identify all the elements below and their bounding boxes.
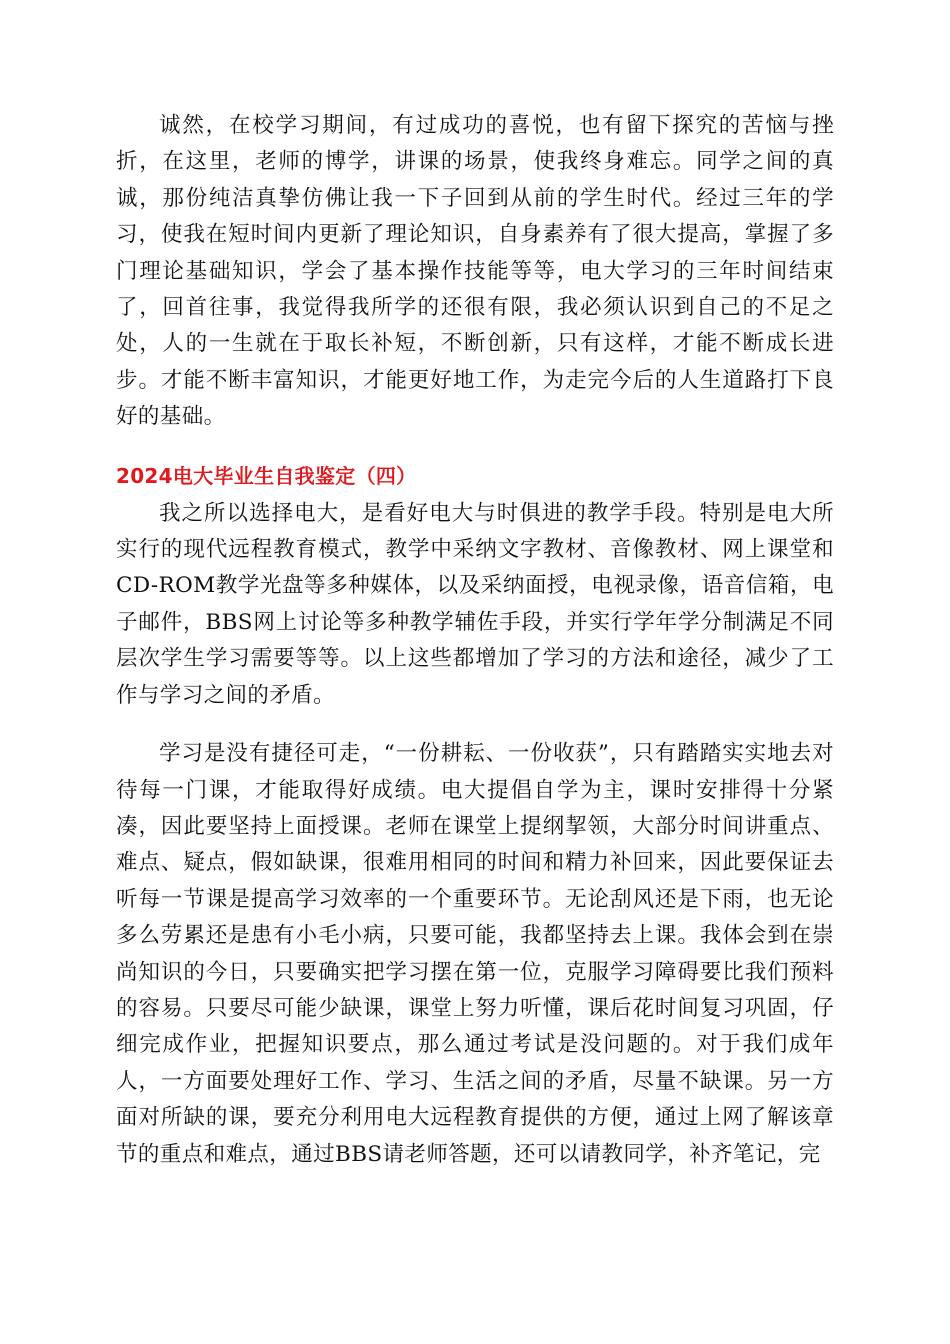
- body-paragraph-3: 学习是没有捷径可走，“一份耕耘、一份收获”，只有踏踏实实地去对待每一门课，才能取得好成绩。电大提倡自学为主，课时安排得十分紧凑，因此要坚持上面授课。老师在课堂上提纲挈领，大部分时间讲重点、难点、疑点，假如缺课，很难用相同的时间和精力补回来，因此要保证去听每一节课是提高学习效率的一个重要环节。无论刮风还是下雨，也无论多么劳累还是患有小毛小病，只要可能，我都坚持去上课。我体会到在崇尚知识的今日，只要确实把学习摆在第一位，克服学习障碍要比我们预料的容易。只要尽可能少缺课，课堂上努力听懂，课后花时间复习巩固，仔细完成作业，把握知识要点，那么通过考试是没问题的。对于我们成年人，一方面要处理好工作、学习、生活之间的矛盾，尽量不缺课。另一方面对所缺的课，要充分利用电大远程教育提供的方便，通过上网了解该章节的重点和难点，通过BBS请老师答题，还可以请教同学，补齐笔记，完: [116, 741, 834, 1167]
- body-paragraph-2: 我之所以选择电大，是看好电大与时俱进的教学手段。特别是电大所实行的现代远程教育模式，教学中采纳文字教材、音像教材、网上课堂和CD-ROM教学光盘等多种媒体，以及采纳面授，电视录像，语音信箱，电子邮件，BBS网上讨论等多种教学辅佐手段，并实行学年学分制满足不同层次学生学习需要等等。以上这些都增加了学习的方法和途径，减少了工作与学习之间的矛盾。: [116, 500, 834, 708]
- body-paragraph-1: 诚然，在校学习期间，有过成功的喜悦，也有留下探究的苦恼与挫折，在这里，老师的博学，讲课的场景，使我终身难忘。同学之间的真诚，那份纯洁真挚仿佛让我一下子回到从前的学生时代。经过三年的学习，使我在短时间内更新了理论知识，自身素养有了很大提高，掌握了多门理论基础知识，学会了基本操作技能等等，电大学习的三年时间结束了，回首往事，我觉得我所学的还很有限，我必须认识到自己的不足之处，人的一生就在于取长补短，不断创新，只有这样，才能不断成长进步。才能不断丰富知识，才能更好地工作，为走完今后的人生道路打下良好的基础。: [116, 113, 834, 430]
- section-heading: 2024电大毕业生自我鉴定（四）: [116, 463, 417, 488]
- document-page: [116, 108, 834, 1173]
